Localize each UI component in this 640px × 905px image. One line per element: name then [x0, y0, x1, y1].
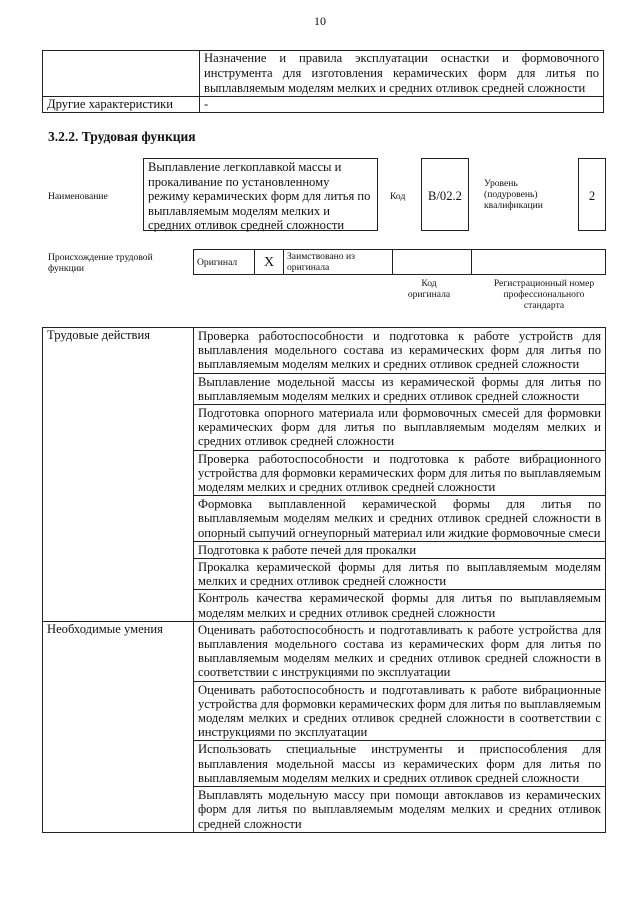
origin-table: [193, 249, 606, 275]
table-cell-value: Назначение и правила эксплуатации оснастки и формовочного инструмента для изготовления керамических форм для литья по выплавляемым моделям мелких и средних отливок средней сложности: [200, 51, 604, 97]
group-label-actions: Трудовые действия: [43, 328, 194, 374]
top-characteristics-table: [42, 50, 604, 113]
level-label: Уровень (подуровень) квалификации: [484, 178, 543, 211]
original-mark: X: [255, 250, 284, 275]
name-label: Наименование: [48, 191, 108, 202]
list-item: Проверка работоспособности и подготовка к работе вибрационного устройства для формовки керамических форм для литья по выплавляемым моделям мелких и средних отливок средней сложности: [194, 450, 606, 496]
list-item: Использовать специальные инструменты и приспособления для выплавления модельной массы из керамических форм для литья по выплавляемым моделям мелких и средних отливок средней сложности: [194, 741, 606, 787]
list-item: Оценивать работоспособность и подготавливать к работе устройства для выплавления модельного состава из керамических форм для литья по выплавляемым моделям мелких и средних отливок средней сложности в соответствии с инструкциями по эксплуатации: [194, 621, 606, 681]
list-item: Прокалка керамической формы для литья по выплавляемым моделям мелких и средних отливок средней сложности: [194, 559, 606, 590]
table-row: [43, 450, 606, 496]
code-value-box: B/02.2: [421, 158, 469, 231]
table-row: [43, 405, 606, 451]
table-row: [43, 51, 604, 97]
table-cell-label: [43, 51, 200, 97]
code-original-caption: Код оригинала: [407, 278, 451, 300]
table-row: [43, 541, 606, 558]
origin-label: Происхождение трудовой функции: [48, 252, 153, 274]
table-row: [43, 590, 606, 621]
list-item: Оценивать работоспособность и подготавливать к работе вибрационные устройства для формовки керамических форм для литья по выплавляемым моделям мелких и средних отливок средней сложности в соответствии с инструкциями по эксплуатации: [194, 681, 606, 741]
page-number: 10: [314, 14, 326, 28]
table-row: [43, 741, 606, 787]
list-item: Подготовка опорного материала или формовочных смесей для формовки керамических форм для литья по выплавляемым моделям мелких и средних отливок средней сложности: [194, 405, 606, 451]
function-details-table: [42, 327, 606, 833]
table-row: [43, 496, 606, 542]
list-item: Контроль качества керамической формы для литья по выплавляемым моделям мелких и средних отливок средней сложности: [194, 590, 606, 621]
table-row: [43, 97, 604, 113]
code-original-cell: [393, 250, 472, 275]
group-label-skills: Необходимые умения: [43, 621, 194, 681]
function-name-box: Выплавление легкоплавкой массы и прокаливание по установленному режиму керамических форм для литья по выплавляемым моделям мелких и средних отливок средней сложности: [143, 158, 378, 231]
section-title: 3.2.2. Трудовая функция: [48, 129, 196, 144]
table-row: [43, 681, 606, 741]
level-value-box: 2: [578, 158, 606, 231]
list-item: Формовка выплавленной керамической формы для литья по выплавляемым моделям мелких и средних отливок средней сложности в опорный сыпучий огнеупорный материал или жидкие формовочные смеси: [194, 496, 606, 542]
table-cell-value: -: [200, 97, 604, 113]
table-row: [43, 559, 606, 590]
list-item: Выплавлять модельную массу при помощи автоклавов из керамических форм для литья по выплавляемым моделям мелких и средних отливок средней сложности: [194, 787, 606, 833]
borrowed-label: Заимствовано из оригинала: [284, 250, 393, 275]
list-item: Выплавление модельной массы из керамической формы для литья по выплавляемым моделям мелких и средних отливок средней сложности: [194, 373, 606, 404]
list-item: Подготовка к работе печей для прокалки: [194, 541, 606, 558]
reg-number-cell: [472, 250, 606, 275]
table-cell-label: Другие характеристики: [43, 97, 200, 113]
table-row: [43, 373, 606, 404]
reg-number-caption: Регистрационный номер профессионального стандарта: [493, 278, 595, 311]
code-label: Код: [390, 191, 406, 202]
table-row: [43, 328, 606, 374]
table-row: [43, 787, 606, 833]
table-row: [43, 621, 606, 681]
original-label: Оригинал: [194, 250, 255, 275]
list-item: Проверка работоспособности и подготовка к работе устройств для выплавления модельного состава из керамических форм для литья по выплавляемым моделям мелких и средних отливок средней сложности: [194, 328, 606, 374]
